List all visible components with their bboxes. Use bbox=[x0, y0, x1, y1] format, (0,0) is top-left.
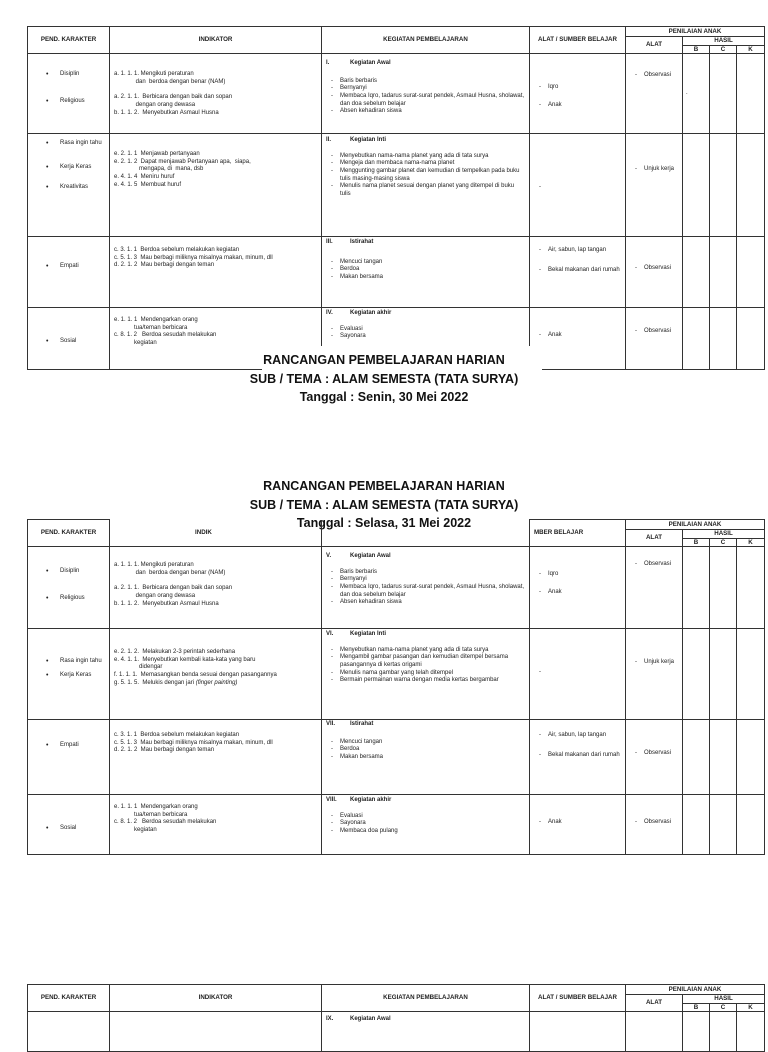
hasil-c-cell bbox=[710, 134, 737, 237]
header-hasil-c: C bbox=[710, 45, 737, 54]
kegiatan-item: - Mencuci tangan bbox=[326, 739, 525, 747]
karakter-item: • Disiplin bbox=[28, 568, 109, 576]
hasil-c-cell bbox=[710, 720, 737, 795]
rpph-table-1 bbox=[27, 26, 765, 370]
penilaian-alat-cell bbox=[626, 1012, 683, 1052]
header-hasil-b: B bbox=[683, 1003, 710, 1012]
section-heading bbox=[326, 631, 525, 639]
karakter-item: • Disiplin bbox=[28, 71, 109, 79]
section-number: IX. bbox=[326, 1016, 334, 1023]
indikator-line: e. 4. 1. 1. Menyebutkan kembali kata-kata yang baru bbox=[114, 656, 256, 663]
indikator-line: tua/teman berbicara bbox=[114, 811, 188, 818]
penilaian-alat-cell bbox=[626, 720, 683, 795]
kegiatan-item: - Evaluasi bbox=[326, 326, 525, 334]
kegiatan-cell bbox=[322, 237, 530, 308]
karakter-cell bbox=[28, 54, 110, 134]
alat-sumber-cell bbox=[530, 134, 626, 237]
kegiatan-item: - Sayonara bbox=[326, 820, 525, 828]
section-heading bbox=[326, 60, 525, 68]
subtheme-title: SUB / TEMA : ALAM SEMESTA (TATA SURYA) bbox=[249, 497, 519, 512]
indikator-line: e. 4. 1. 4 Meniru huruf bbox=[114, 173, 175, 180]
header-indikator: INDIKATOR bbox=[110, 985, 322, 1012]
header-alat-sumber: MBER BELAJAR bbox=[530, 520, 626, 547]
karakter-item: • Kerja Keras bbox=[28, 672, 109, 680]
alat-sumber-cell bbox=[530, 547, 626, 629]
hasil-k-cell bbox=[737, 134, 765, 237]
header-indikator: INDIKATOR bbox=[110, 27, 322, 54]
hasil-mark: . bbox=[686, 90, 688, 97]
karakter-item: • Empati bbox=[28, 742, 109, 750]
section-heading bbox=[326, 797, 525, 805]
kegiatan-item: - Makan bersama bbox=[326, 274, 525, 282]
kegiatan-item: - Sayonara bbox=[326, 333, 525, 341]
sumber-item: - Air, sabun, lap tangan bbox=[534, 732, 621, 740]
hasil-b-cell bbox=[683, 237, 710, 308]
section-title: Istirahat bbox=[350, 239, 374, 246]
section-heading bbox=[326, 137, 525, 145]
header-alat-sumber: ALAT / SUMBER BELAJAR bbox=[530, 27, 626, 54]
hasil-c-cell bbox=[710, 629, 737, 720]
kegiatan-item: - Baris berbaris bbox=[326, 569, 525, 577]
penilaian-alat-cell bbox=[626, 547, 683, 629]
kegiatan-item: - Berdoa bbox=[326, 266, 525, 274]
penilaian-alat-cell bbox=[626, 237, 683, 308]
indikator-line: dan berdoa dengan benar (NAM) bbox=[114, 569, 226, 576]
karakter-cell bbox=[28, 1012, 110, 1052]
hasil-b-cell bbox=[683, 1012, 710, 1052]
rpph-table-3 bbox=[27, 984, 765, 1052]
indikator-line: dan berdoa dengan benar (NAM) bbox=[114, 78, 226, 85]
section-title: Kegiatan akhir bbox=[350, 797, 392, 804]
kegiatan-cell bbox=[322, 54, 530, 134]
indikator-line: d. 2. 1. 2 Mau berbagi dengan teman bbox=[114, 262, 215, 269]
hasil-c-cell bbox=[710, 547, 737, 629]
hasil-k-cell bbox=[737, 547, 765, 629]
indikator-cell bbox=[110, 720, 322, 795]
kegiatan-cell bbox=[322, 1012, 530, 1052]
karakter-item: • Religious bbox=[28, 98, 109, 106]
indikator-line: a. 2. 1. 1. Berbicara dengan baik dan sopan bbox=[114, 94, 233, 101]
indikator-line: e. 2. 1. 2 Dapat menjawab Pertanyaan apa, siapa, bbox=[114, 158, 251, 165]
indikator-line: a. 2. 1. 1. Berbicara dengan baik dan sopan bbox=[114, 585, 233, 592]
kegiatan-item: - Menulis nama gambar yang telah ditempel bbox=[326, 670, 525, 678]
karakter-cell bbox=[28, 134, 110, 237]
header-pend-karakter: PEND. KARAKTER bbox=[28, 520, 110, 547]
indikator-cell bbox=[110, 1012, 322, 1052]
header-hasil-b: B bbox=[683, 538, 710, 547]
penilaian-item: - Unjuk kerja bbox=[630, 166, 678, 174]
karakter-cell bbox=[28, 629, 110, 720]
indikator-line: b. 1. 1. 2. Menyebutkan Asmaul Husna bbox=[114, 600, 219, 607]
kegiatan-item: - Makan bersama bbox=[326, 754, 525, 762]
kegiatan-item: - Menyebutkan nama-nama planet yang ada di tata surya bbox=[326, 647, 525, 655]
indikator-cell bbox=[110, 547, 322, 629]
header-hasil-b: B bbox=[683, 45, 710, 54]
section-heading bbox=[326, 310, 525, 318]
kegiatan-item: - Bernyanyi bbox=[326, 85, 525, 93]
hasil-c-cell bbox=[710, 795, 737, 855]
sumber-item: - Bekal makanan dari rumah bbox=[534, 267, 621, 275]
penilaian-item: - Observasi bbox=[630, 72, 678, 80]
indikator-line: e. 4. 1. 5 Membuat huruf bbox=[114, 181, 182, 188]
header-hasil-k: K bbox=[737, 1003, 765, 1012]
date-line: Tanggal : Selasa, 31 Mei 2022 bbox=[296, 516, 472, 530]
penilaian-item: - Unjuk kerja bbox=[630, 659, 678, 667]
page-title: RANCANGAN PEMBELAJARAN HARIAN bbox=[263, 353, 505, 367]
header-kegiatan bbox=[322, 520, 530, 547]
karakter-item: • Rasa ingin tahu bbox=[28, 140, 109, 148]
hasil-b-cell bbox=[683, 795, 710, 855]
alat-sumber-cell bbox=[530, 795, 626, 855]
hasil-b-cell bbox=[683, 629, 710, 720]
section-title: Kegiatan Awal bbox=[350, 553, 391, 560]
section-number: I. bbox=[326, 60, 330, 67]
kegiatan-item: - Berdoa bbox=[326, 746, 525, 754]
indikator-line: c. 5. 1. 3 Mau berbagi miliknya misalnya makan, minum, dll bbox=[114, 254, 273, 261]
penilaian-alat-cell bbox=[626, 629, 683, 720]
karakter-item: • Rasa ingin tahu bbox=[28, 658, 109, 666]
section-number: II. bbox=[326, 137, 332, 144]
header-hasil: HASIL bbox=[683, 37, 765, 46]
header-alat: ALAT bbox=[626, 995, 683, 1012]
indikator-line: e. 2. 1. 1 Menjawab pertanyaan bbox=[114, 151, 200, 158]
alat-sumber-cell bbox=[530, 720, 626, 795]
italic-term: (finger painting) bbox=[195, 679, 238, 686]
karakter-cell bbox=[28, 720, 110, 795]
kegiatan-item: - Bernyanyi bbox=[326, 576, 525, 584]
sumber-item: - Iqro bbox=[534, 84, 621, 92]
indikator-cell bbox=[110, 629, 322, 720]
header-hasil-k: K bbox=[737, 538, 765, 547]
section-title: Kegiatan akhir bbox=[350, 310, 392, 317]
section-title: Kegiatan Inti bbox=[350, 137, 387, 144]
kegiatan-item: - Absen kehadiran siswa bbox=[326, 108, 525, 116]
indikator-line: g. 5. 1. 5. Melukis dengan jari (finger painting) bbox=[114, 679, 238, 686]
kegiatan-cell bbox=[322, 629, 530, 720]
header-penilaian: PENILAIAN ANAK bbox=[626, 27, 765, 37]
header-kegiatan: KEGIATAN PEMBELAJARAN bbox=[322, 27, 530, 54]
karakter-item: • Sosial bbox=[28, 825, 109, 833]
penilaian-item: - Observasi bbox=[630, 328, 678, 336]
indikator-line: kegiatan bbox=[114, 339, 157, 346]
header-alat: ALAT bbox=[626, 37, 683, 54]
kegiatan-item: - Evaluasi bbox=[326, 813, 525, 821]
header-penilaian: PENILAIAN ANAK bbox=[626, 985, 765, 995]
date-line: Tanggal : Senin, 30 Mei 2022 bbox=[299, 390, 469, 404]
subtheme-title: SUB / TEMA : ALAM SEMESTA (TATA SURYA) bbox=[249, 371, 519, 386]
section-number: V. bbox=[326, 553, 332, 560]
section-number: III. bbox=[326, 239, 333, 246]
indikator-line: e. 2. 1. 2. Melakukan 2-3 perintah sederhana bbox=[114, 649, 236, 656]
hasil-k-cell bbox=[737, 237, 765, 308]
hasil-k-cell bbox=[737, 629, 765, 720]
karakter-item: • Religious bbox=[28, 595, 109, 603]
penilaian-alat-cell bbox=[626, 134, 683, 237]
penilaian-item: - Observasi bbox=[630, 265, 678, 273]
header-hasil-k: K bbox=[737, 45, 765, 54]
karakter-item: • Sosial bbox=[28, 338, 109, 346]
kegiatan-item: - Bermain permainan warna dengan media kertas bergambar bbox=[326, 677, 525, 685]
kegiatan-cell bbox=[322, 547, 530, 629]
section-heading bbox=[326, 239, 525, 247]
header-hasil: HASIL bbox=[683, 995, 765, 1004]
indikator-line: mengapa, di mana, dsb bbox=[114, 166, 204, 173]
hasil-k-cell bbox=[737, 1012, 765, 1052]
indikator-line: e. 1. 1. 1 Mendengarkan orang bbox=[114, 317, 198, 324]
hasil-c-cell bbox=[710, 237, 737, 308]
penilaian-alat-cell bbox=[626, 795, 683, 855]
kegiatan-item: - Absen kehadiran siswa bbox=[326, 599, 525, 607]
kegiatan-item: - Menggunting gambar planet dan kemudian di tempelkan pada buku tulis masing-masing siswa bbox=[326, 168, 525, 183]
hasil-k-cell bbox=[737, 795, 765, 855]
kegiatan-item: - Baris berbaris bbox=[326, 78, 525, 86]
hasil-b-cell bbox=[683, 134, 710, 237]
indikator-line: c. 3. 1. 1 Berdoa sebelum melakukan kegiatan bbox=[114, 247, 240, 254]
indikator-cell bbox=[110, 237, 322, 308]
alat-sumber-cell bbox=[530, 1012, 626, 1052]
section-number: VIII. bbox=[326, 797, 337, 804]
section-title: Kegiatan Awal bbox=[350, 1016, 391, 1023]
rpph-table-2 bbox=[27, 519, 765, 855]
penilaian-item: - Observasi bbox=[630, 750, 678, 758]
indikator-line: c. 8. 1. 2 Berdoa sesudah melakukan bbox=[114, 819, 217, 826]
indikator-cell bbox=[110, 795, 322, 855]
header-penilaian: PENILAIAN ANAK bbox=[626, 520, 765, 530]
header-hasil-c: C bbox=[710, 1003, 737, 1012]
penilaian-item: - Observasi bbox=[630, 561, 678, 569]
alat-sumber-cell bbox=[530, 237, 626, 308]
indikator-line: b. 1. 1. 2. Menyebutkan Asmaul Husna bbox=[114, 109, 219, 116]
header-indikator: INDIK bbox=[110, 520, 322, 547]
kegiatan-item: - Membaca doa pulang bbox=[326, 828, 525, 836]
header-kegiatan: KEGIATAN PEMBELAJARAN bbox=[322, 985, 530, 1012]
indikator-cell bbox=[110, 134, 322, 237]
section-title: Kegiatan Inti bbox=[350, 631, 387, 638]
alat-sumber-cell bbox=[530, 54, 626, 134]
sumber-item: - Anak bbox=[534, 589, 621, 597]
indikator-line: d. 2. 1. 2 Mau berbagi dengan teman bbox=[114, 747, 215, 754]
kegiatan-item: - Menyebutkan nama-nama planet yang ada di tata surya bbox=[326, 153, 525, 161]
indikator-line: f. 1. 1. 1. Memasangkan benda sesuai dengan pasangannya bbox=[114, 671, 277, 678]
kegiatan-item: - Membaca Iqro, tadarus surat-surat pendek, Asmaul Husna, sholawat, dan doa sebelum belajar bbox=[326, 93, 525, 108]
hasil-b-cell bbox=[683, 547, 710, 629]
karakter-cell bbox=[28, 237, 110, 308]
karakter-cell bbox=[28, 795, 110, 855]
kegiatan-cell bbox=[322, 720, 530, 795]
karakter-item: • Kreativitas bbox=[28, 184, 109, 192]
section-number: VII. bbox=[326, 721, 336, 728]
page-title: RANCANGAN PEMBELAJARAN HARIAN bbox=[263, 479, 505, 493]
indikator-line: c. 3. 1. 1 Berdoa sebelum melakukan kegiatan bbox=[114, 732, 240, 739]
sumber-item: - Air, sabun, lap tangan bbox=[534, 247, 621, 255]
section-heading bbox=[326, 553, 525, 561]
kegiatan-item: - Mengambil gambar pasangan dan kemudian ditempel bersama pasangannya di kertas origami bbox=[326, 654, 525, 669]
kegiatan-cell bbox=[322, 795, 530, 855]
sumber-item: - Iqro bbox=[534, 571, 621, 579]
indikator-line: tua/teman berbicara bbox=[114, 324, 188, 331]
sumber-item: - Anak bbox=[534, 819, 621, 827]
penilaian-alat-cell bbox=[626, 54, 683, 134]
section-heading bbox=[326, 1016, 525, 1024]
indikator-line: a. 1. 1. 1. Mengikuti peraturan bbox=[114, 562, 194, 569]
hasil-c-cell bbox=[710, 1012, 737, 1052]
indikator-line: dengan orang dewasa bbox=[114, 101, 196, 108]
header-alat: ALAT bbox=[626, 530, 683, 547]
hasil-b-cell bbox=[683, 720, 710, 795]
header-pend-karakter: PEND. KARAKTER bbox=[28, 985, 110, 1012]
indikator-line: kegiatan bbox=[114, 826, 157, 833]
indikator-line: c. 5. 1. 3 Mau berbagi miliknya misalnya makan, minum, dll bbox=[114, 739, 273, 746]
indikator-line: dengan orang dewasa bbox=[114, 592, 196, 599]
indikator-line: e. 1. 1. 1 Mendengarkan orang bbox=[114, 804, 198, 811]
section-title: Istirahat bbox=[350, 721, 374, 728]
header-hasil-c: C bbox=[710, 538, 737, 547]
indikator-cell bbox=[110, 54, 322, 134]
indikator-line: a. 1. 1. 1. Mengikuti peraturan bbox=[114, 71, 194, 78]
hasil-k-cell bbox=[737, 54, 765, 134]
penilaian-item: - Observasi bbox=[630, 819, 678, 827]
alat-sumber-cell bbox=[530, 629, 626, 720]
hasil-c-cell bbox=[710, 54, 737, 134]
kegiatan-item: - Membaca Iqro, tadarus surat-surat pendek, Asmaul Husna, sholawat, dan doa sebelum belajar bbox=[326, 584, 525, 599]
kegiatan-item: - Mencuci tangan bbox=[326, 259, 525, 267]
sumber-item: - Anak bbox=[534, 102, 621, 110]
kegiatan-item: - Menulis nama planet sesuai dengan planet yang ditempel di buku tulis bbox=[326, 183, 525, 198]
section-heading bbox=[326, 721, 525, 729]
indikator-line: c. 8. 1. 2 Berdoa sesudah melakukan bbox=[114, 332, 217, 339]
karakter-cell bbox=[28, 547, 110, 629]
hasil-k-cell bbox=[737, 720, 765, 795]
indikator-line: didengar bbox=[114, 664, 163, 671]
section-title: Kegiatan Awal bbox=[350, 60, 391, 67]
kegiatan-item: - Mengeja dan membaca nama-nama planet bbox=[326, 160, 525, 168]
title-block-1 bbox=[0, 351, 768, 407]
kegiatan-cell bbox=[322, 134, 530, 237]
section-number: IV. bbox=[326, 310, 333, 317]
sumber-item: - Anak bbox=[534, 332, 621, 340]
header-pend-karakter: PEND. KARAKTER bbox=[28, 27, 110, 54]
section-number: VI. bbox=[326, 631, 334, 638]
header-hasil: HASIL bbox=[683, 530, 765, 539]
hasil-b-cell bbox=[683, 54, 710, 134]
sumber-item: - Bekal makanan dari rumah bbox=[534, 752, 621, 760]
karakter-item: • Empati bbox=[28, 263, 109, 271]
header-alat-sumber: ALAT / SUMBER BELAJAR bbox=[530, 985, 626, 1012]
karakter-item: • Kerja Keras bbox=[28, 164, 109, 172]
